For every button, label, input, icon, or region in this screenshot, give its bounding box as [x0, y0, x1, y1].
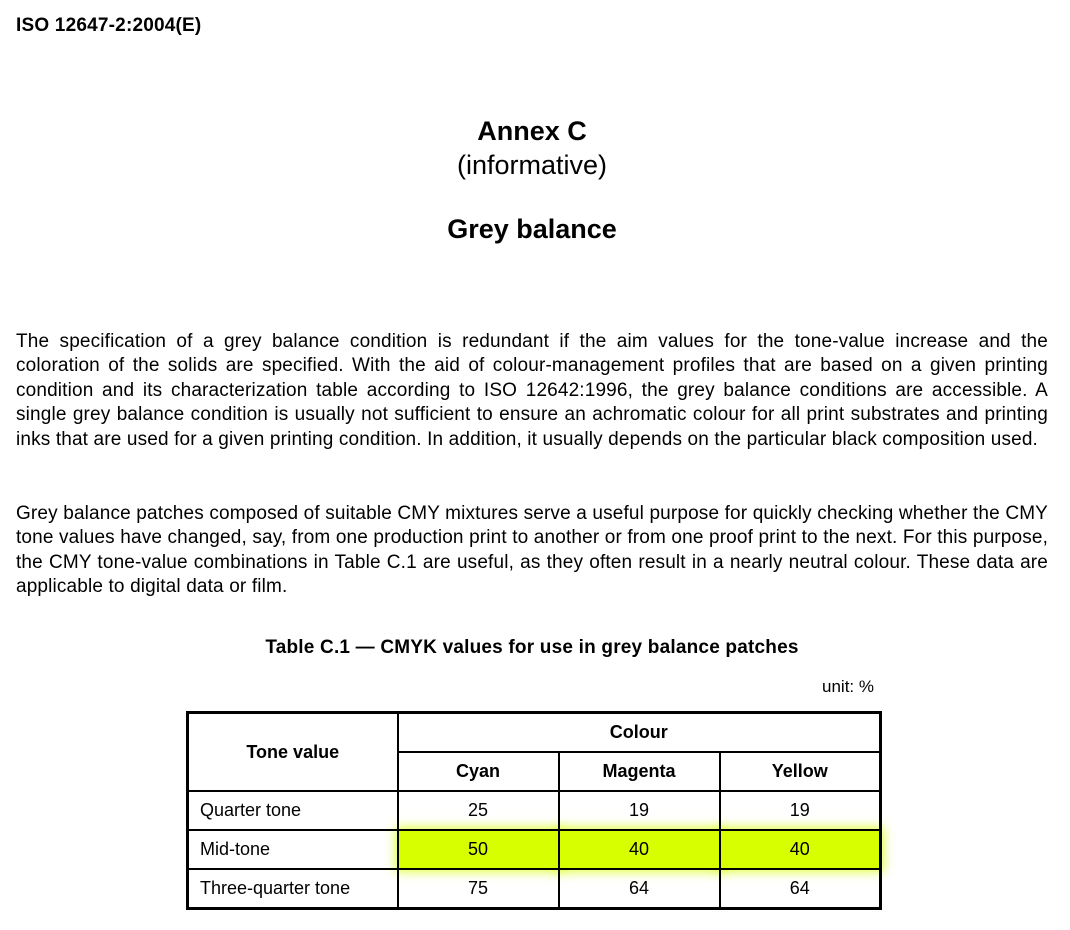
paragraph-grey-balance-patches: Grey balance patches composed of suitable CMY mixtures serve a useful purpose for quickly checking whether the CMY tone values have changed, say, from one production print to another or from one proof print to the next. For this purpose, the CMY tone-value combinations in Table C.1 are useful, as they often result in a nearly neutral colour. These data are applicable to digital data or film.: [16, 503, 1048, 598]
cell-cyan-highlighted: 50: [398, 830, 559, 869]
table-row-three-quarter-tone: [188, 869, 881, 909]
cell-yellow: 64: [720, 869, 881, 909]
table-header-row: [188, 713, 881, 753]
table-unit-label: unit: %: [822, 677, 874, 696]
table-caption: Table C.1 — CMYK values for use in grey balance patches: [265, 637, 799, 658]
cell-cyan: 25: [398, 791, 559, 830]
cell-cyan: 75: [398, 869, 559, 909]
column-header-magenta: Magenta: [559, 752, 720, 791]
cell-magenta: 64: [559, 869, 720, 909]
cell-magenta-highlighted: 40: [559, 830, 720, 869]
column-header-yellow: Yellow: [720, 752, 881, 791]
cmyk-values-table: [186, 711, 882, 910]
table-row-mid-tone: [188, 830, 881, 869]
row-label: Quarter tone: [188, 791, 398, 830]
row-label: Mid-tone: [188, 830, 398, 869]
paragraph-grey-balance-redundancy: The specification of a grey balance condition is redundant if the aim values for the tone-value increase and the coloration of the solids are specified. With the aid of colour-management profiles that are based on a given printing condition and its characterization table according to ISO 12642:1996, the grey balance conditions are accessible. A single grey balance condition is usually not sufficient to ensure an achromatic colour for all print substrates and printing inks that are used for a given printing condition. In addition, it usually depends on the particular black composition used.: [16, 331, 1048, 450]
row-label: Three-quarter tone: [188, 869, 398, 909]
cell-yellow: 19: [720, 791, 881, 830]
cell-magenta: 19: [559, 791, 720, 830]
colour-group-header: Colour: [398, 713, 881, 753]
annex-title: Annex C: [477, 116, 587, 146]
column-header-cyan: Cyan: [398, 752, 559, 791]
table-row-quarter-tone: [188, 791, 881, 830]
annex-heading: Grey balance: [447, 214, 617, 244]
tone-value-header: Tone value: [188, 713, 398, 792]
standard-id-header: ISO 12647-2:2004(E): [16, 15, 202, 36]
cell-yellow-highlighted: 40: [720, 830, 881, 869]
annex-informative-note: (informative): [456, 150, 608, 180]
